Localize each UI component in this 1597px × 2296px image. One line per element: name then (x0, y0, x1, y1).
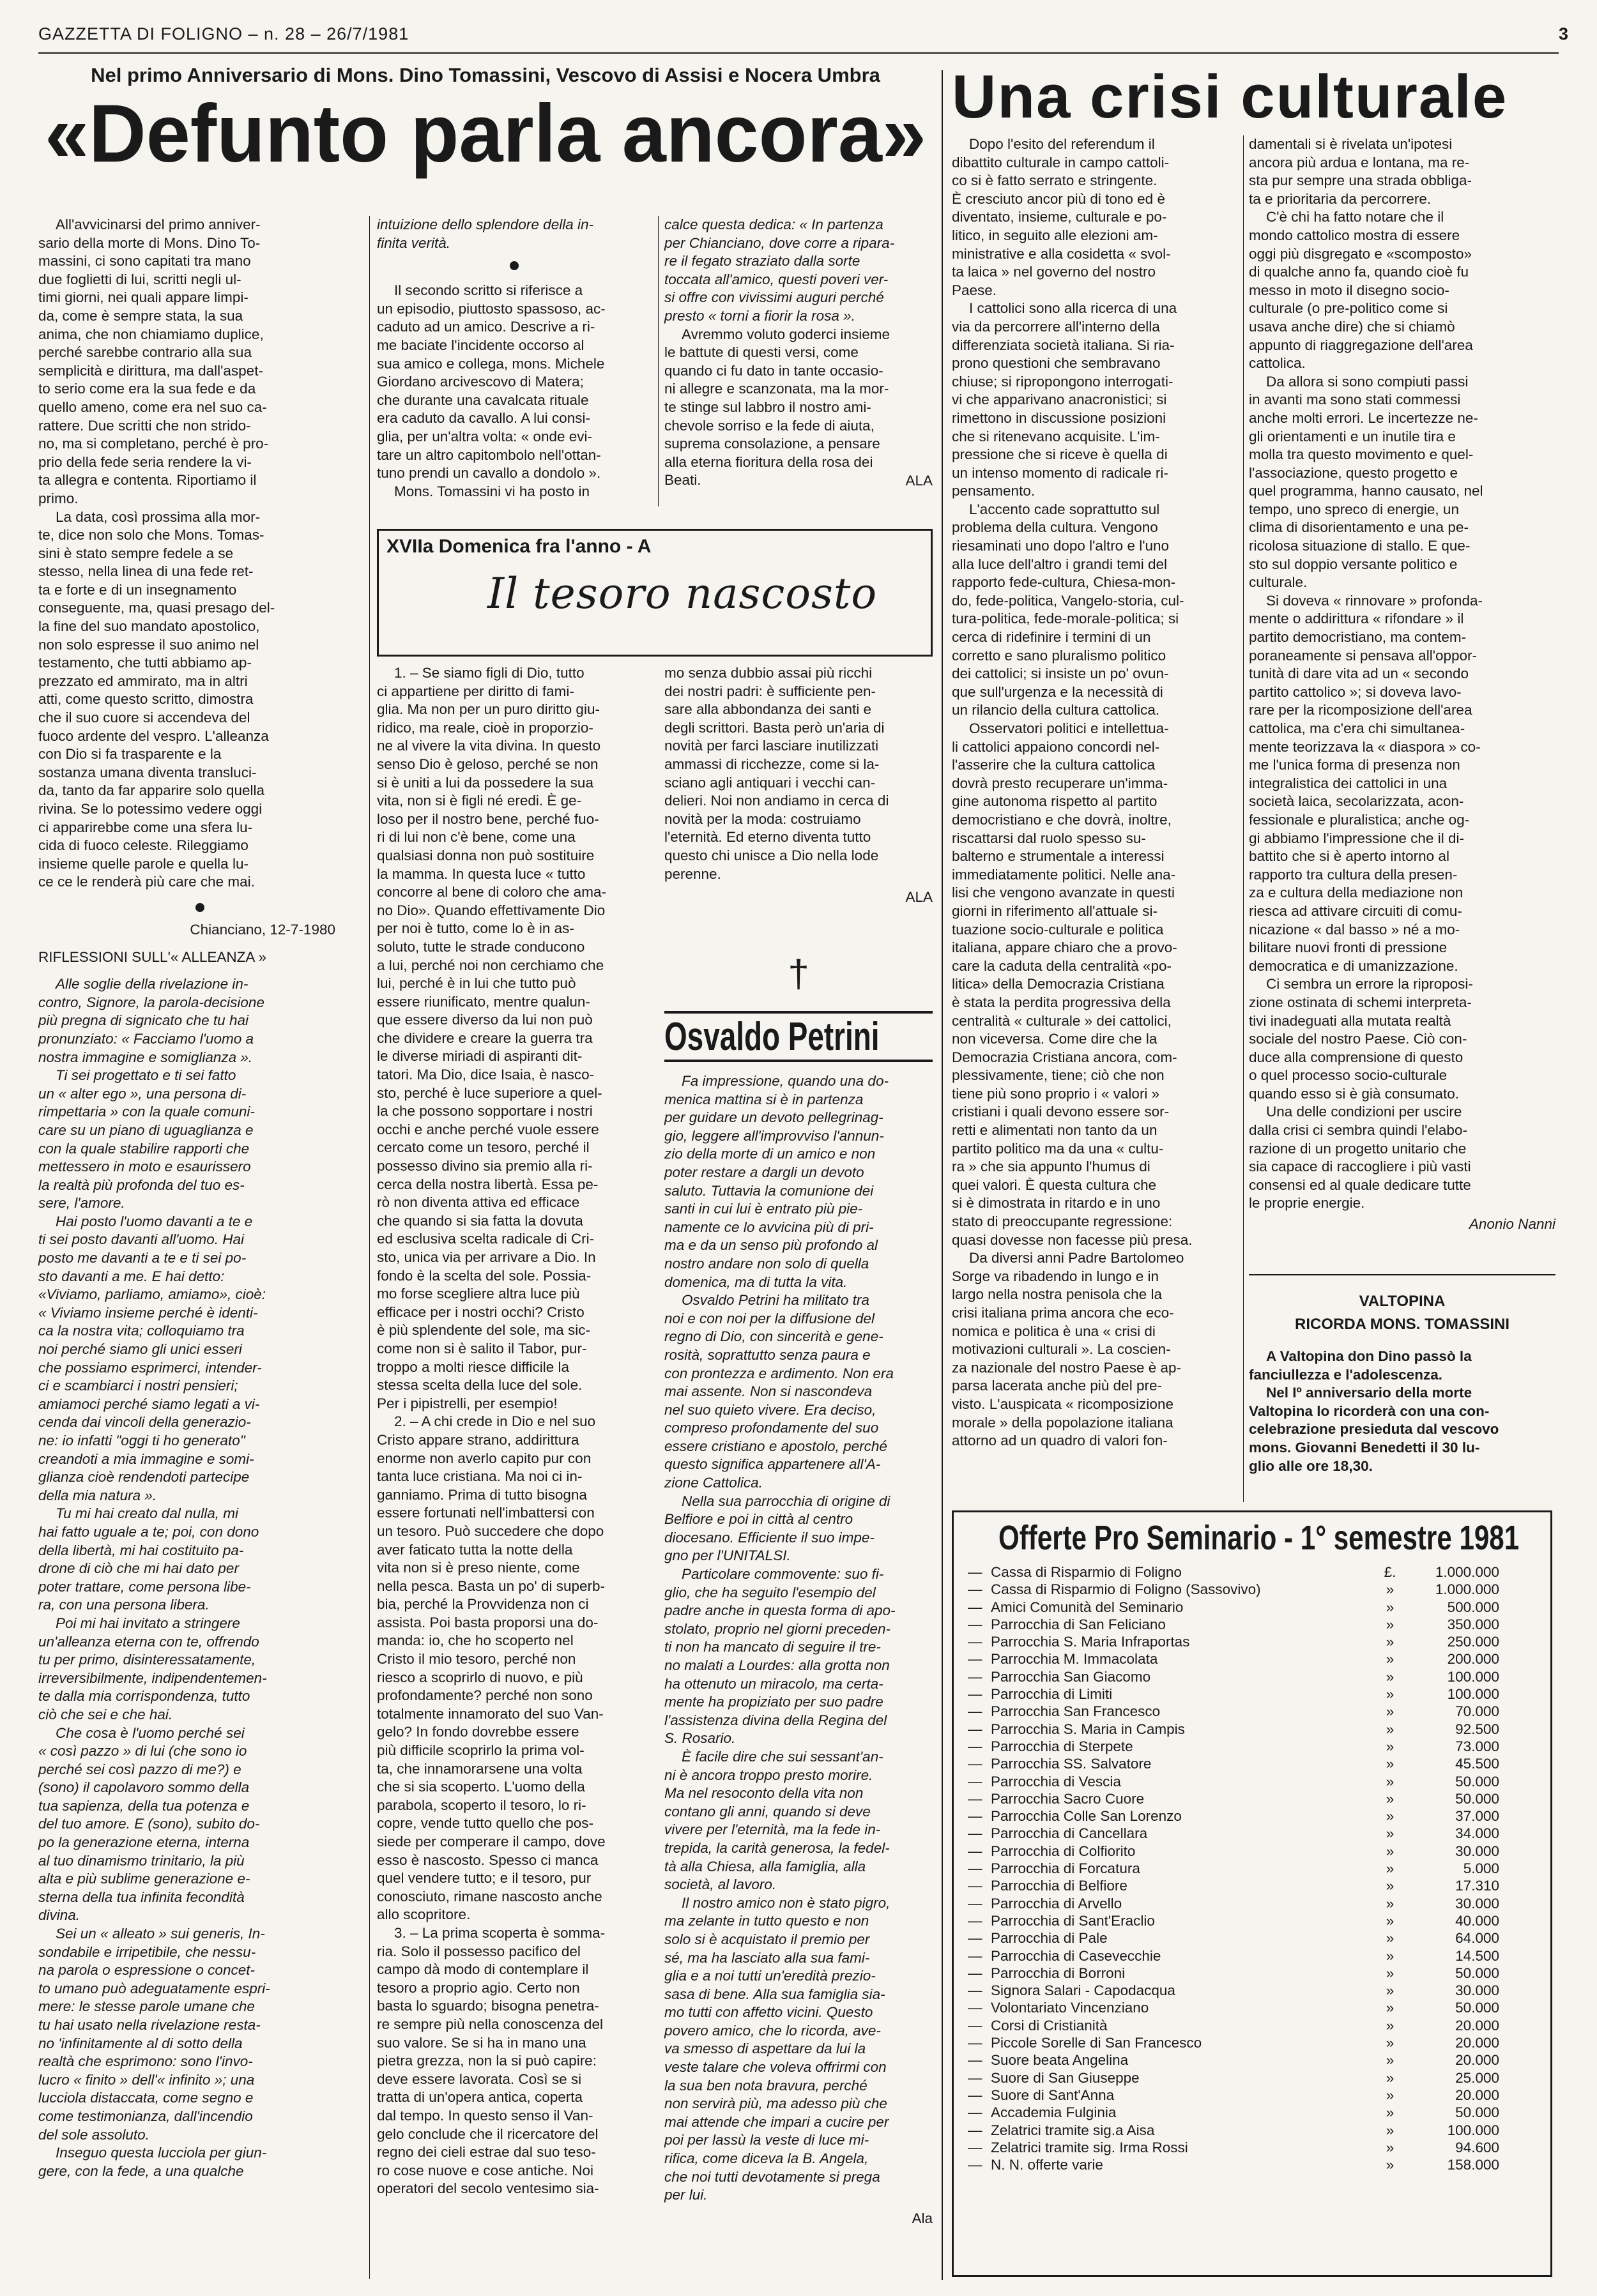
paragraph: Il secondo scritto si riferisce a un episodio, piuttosto spassoso, ac- caduto ad un amico. Descrive a ri- me baciate l'incidente occorso al sua amico e collega, mons. Michele Giordano arcivescovo di Matera; che durante una cavalcata rituale era caduto da cavallo. A lui consi- glia, per un'altra volta: « onde evi- tare un altro capitombolo nell'ottan- tuno prendi un cavallo a dondolo ». (377, 282, 606, 482)
row-currency: » (1386, 2017, 1395, 2034)
row-dash: — (968, 1860, 982, 1877)
row-name: Parrocchia di Arvello (991, 1895, 1122, 1912)
valtopina-title: VALTOPINA RICORDA MONS. TOMASSINI (1294, 1293, 1509, 1333)
row-value: 50.000 (1455, 1773, 1499, 1790)
row-name: Parrocchia San Francesco (991, 1703, 1161, 1720)
row-dash: — (968, 2104, 982, 2121)
row-currency: » (1386, 1825, 1395, 1842)
table-row (968, 1650, 1499, 1668)
paragraph: Nel Iº anniversario della morte Valtopina lo ricorderà con una con- celebrazione presieduta dal vescovo mons. Giovanni Benedetti il 30 lu- glio alle ore 18,30. (1249, 1385, 1499, 1474)
row-value: 100.000 (1447, 1686, 1499, 1703)
petrini-rule (664, 1060, 933, 1062)
table-row (968, 2069, 1499, 2087)
row-value: 37.000 (1455, 1808, 1499, 1825)
row-name: Parrocchia di Casevecchie (991, 1947, 1161, 1964)
table-row (968, 1599, 1499, 1616)
table-row (968, 1999, 1499, 2016)
table-row (968, 2104, 1499, 2121)
row-value: 1.000.000 (1435, 1564, 1499, 1580)
row-value: 1.000.000 (1435, 1581, 1499, 1598)
row-currency: » (1386, 1982, 1395, 1999)
row-dash: — (968, 2122, 982, 2138)
table-row (968, 2087, 1499, 2104)
row-value: 100.000 (1447, 1668, 1499, 1685)
row-name: Parrocchia di Vescia (991, 1773, 1121, 1790)
row-name: Amici Comunità del Seminario (991, 1599, 1184, 1615)
row-value: 25.000 (1455, 2069, 1499, 2086)
row-name: Parrocchia SS. Salvatore (991, 1756, 1152, 1772)
row-currency: » (1386, 2139, 1395, 2155)
paragraph: intuizione dello splendore della in- finita verità. (377, 217, 593, 251)
row-dash: — (968, 2017, 982, 2034)
row-name: Parrocchia S. Maria in Campis (991, 1721, 1185, 1737)
crisi-author: Anonio Nanni (1469, 1216, 1555, 1233)
row-dash: — (968, 2139, 982, 2155)
paragraph: È facile dire che sui sessant'an- ni è ancora troppo presto morire. Ma nel resoconto della vita non contano gli anni, quando si deve vivere per l'eternità, ma la fede in- trepida, la carità generosa, la fedel- tà alla Chiesa, alla famiglia, alla società, al lavoro. (664, 1748, 890, 1893)
row-value: 20.000 (1455, 2087, 1499, 2103)
paragraph: Fa impressione, quando una do- menica mattina si è in partenza per guidare un devoto pellegrinag- gio, leggere all'improvviso l'annun- zio della morte di un amico e non poter restare a dargli un devoto saluto. Tuttavia la comunione dei santi in cui lui è entrato più pie- namente ce lo avvicina più di pri- ma e da un senso più profondo al nostro andare non solo di quella domenica, ma di tutta la vita. (664, 1073, 889, 1290)
table-row (968, 1755, 1499, 1772)
valtopina-box (1249, 1290, 1555, 1475)
row-dash: — (968, 1947, 982, 1964)
row-currency: » (1386, 1790, 1395, 1807)
row-dash: — (968, 1756, 982, 1772)
table-row (968, 1965, 1499, 1982)
row-name: Suore beata Angelina (991, 2052, 1129, 2069)
riflessioni-title: RIFLESSIONI SULL'« ALLEANZA » (38, 948, 266, 965)
row-name: Suore di San Giuseppe (991, 2069, 1140, 2086)
row-currency: » (1386, 2000, 1395, 2016)
table-row (968, 1738, 1499, 1755)
row-dash: — (968, 2087, 982, 2103)
paragraph: Poi mi hai invitato a stringere un'alleanza eterna con te, offrendo tu per primo, disinteressatamente, irreversibilmente, indipendentemen- te dalla mia corrispondenza, tutto ciò che sei e che hai. (38, 1615, 267, 1722)
paragraph: Nella sua parrocchia di origine di Belfiore e poi in città al centro diocesano. Efficiente il suo impe- gno per l'UNITALSI. (664, 1493, 890, 1564)
row-name: Parrocchia S. Maria Infraportas (991, 1634, 1190, 1650)
paragraph: mo senza dubbio assai più ricchi dei nostri padri: è sufficiente pen- sare alla abbondanza dei santi e degli scrittori. Basta però un'aria di novità per farci lasciare inutilizzati ammassi di ricchezze, come si la- sciano agli antiquari i vecchi can- delieri. Noi non andiamo in cerca di novità per la moda: costruiamo l'eternità. Ed eterno diventa tutto questo chi unisce a Dio nella lode perenne. (664, 665, 889, 882)
table-row (968, 1633, 1499, 1650)
table-row (968, 2122, 1499, 2139)
paragraph: Si doveva « rinnovare » profonda- mente o addirittura « rifondare » il partito democristiano, ma contem- poraneamente si pensava all'oppor- tunità di dare vita ad un « secondo partito cattolico »; si doveva lavo- rare per la ricomposizione dell'area cattolica, ma c'era chi simultanea- mente teorizzava la « diaspora » co- me l'unica forma di presenza non integralistica dei cattolici in una società laica, secolarizzata, acon- fessionale e pluralistica; anche og- gi abbiamo l'impressione che il di- battito che si è aperto intorno al rapporto tra cultura della presen- za e cultura della mediazione non riesca ad attivare circuiti di comu- nicazione « dal basso » né a mo- bilitare nuovi fronti di pressione democratica e di umanizzazione. (1249, 592, 1483, 974)
table-row (968, 1773, 1499, 1790)
paragraph: L'accento cade soprattutto sul problema della cultura. Vengono riesaminati uno dopo l'altro e l'uno alla luce dell'altro i grandi temi del rapporto fede-cultura, Chiesa-mon- do, fede-politica, Vangelo-storia, cul- tura-politica, fede-morale-politica; si cerca di ridefinire i termini di un corretto e sano pluralismo politico dei cattolici; si insiste un po' ovun- que sull'urgenza e la necessità di un rilancio della cultura cattolica. (952, 501, 1184, 718)
row-dash: — (968, 1825, 982, 1842)
valtopina-rule (1249, 1274, 1555, 1275)
defunto-col1 (38, 216, 361, 2180)
row-value: 14.500 (1455, 1947, 1499, 1964)
crisi-col2 (1249, 135, 1555, 1234)
tesoro-signature: ALA (905, 889, 933, 906)
defunto-article (38, 64, 933, 185)
table-row (968, 1982, 1499, 1999)
row-value: 73.000 (1455, 1738, 1499, 1754)
table-row (968, 2156, 1499, 2173)
table-row (968, 1877, 1499, 1894)
paragraph: 3. – La prima scoperta è somma- ria. Solo il possesso pacifico del campo dà modo di contemplare il tesoro a proprio agio. Certo non basta lo sguardo; bisogna penetra- re sempre più nella conoscenza del suo valore. Se si ha in mano una pietra grezza, non la si può capire: deve essere lavorata. Così se si tratta di un'opera antica, coperta dal tempo. In questo senso il Van- gelo conclude che il ricercatore del regno dei cieli estrae dal suo teso- ro cose nuove e cose antiche. Noi operatori del secolo ventesimo sia- (377, 1924, 606, 2197)
row-value: 20.000 (1455, 2035, 1499, 2051)
row-value: 30.000 (1455, 1982, 1499, 1999)
paragraph: I cattolici sono alla ricerca di una via da percorrere all'interno della differenziata società italiana. Si ria- prono questioni che sembravano chiuse; si ripropongono interrogati- vi che apparivano anacronistici; si rimettono in discussione posizioni che si ritenevano acquisite. L'im- pressione che si riceve è quella di un intenso momento di radicale ri- pensamento. (952, 300, 1177, 499)
row-dash: — (968, 1912, 982, 1929)
row-dash: — (968, 1616, 982, 1632)
row-value: 30.000 (1455, 1895, 1499, 1912)
row-currency: » (1386, 1773, 1395, 1790)
row-value: 20.000 (1455, 2017, 1499, 2034)
row-dash: — (968, 2157, 982, 2173)
row-dash: — (968, 1581, 982, 1598)
paragraph: Ci sembra un errore la riproposi- zione ostinata di schemi interpreta- tivi inadeguati alla mutata realtà sociale del nostro Paese. Ciò con- duce alla comprensione di questo o quel processo socio-culturale quando esso si è già consumato. (1249, 976, 1473, 1102)
row-dash: — (968, 1599, 982, 1615)
row-value: 500.000 (1447, 1599, 1499, 1615)
paragraph: Avremmo voluto goderci insieme le battute di questi versi, come quando ci fu dato in tante occasio- ni allegre e scanzonata, ma la mor- te stinge sul labbro il nostro ami- chevole sorriso e la fede di aiuta, suprema consolazione, a pensare alla eterna fioritura della rosa dei Beati. (664, 326, 890, 489)
table-row (968, 2139, 1499, 2156)
paragraph: Da allora si sono compiuti passi in avanti ma sono stati commessi anche molti errori. Le incertezze ne- gli orientamenti e un inutile tira e molla tra questo movimento e quel- l'associazione, questo progetto e quel programma, hanno causato, nel tempo, uno spreco di energie, un clima di disorientamento e una pe- ricolosa situazione di stallo. E que- sto sul doppio versante politico e culturale. (1249, 373, 1483, 591)
crisi-col1 (952, 135, 1236, 1450)
row-currency: » (1386, 1860, 1395, 1877)
row-value: 50.000 (1455, 1790, 1499, 1807)
row-value: 50.000 (1455, 2104, 1499, 2121)
paragraph: 2. – A chi crede in Dio e nel suo Cristo appare strano, addirittura enorme non averlo capito pur con tanta luce cristiana. Ma noi ci in- ganniamo. Prima di tutto bisogna essere fortunati nell'imbattersi con un tesoro. Può succedere che dopo aver faticato tutta la notte della vita non si è preso niente, come nella pesca. Basta un po' di superb- bia, perché la Provvidenza non ci assista. Poi basta proporsi una do- manda: io, che ho scoperto nel Cristo il mio tesoro, perché non riesco a scoprirlo di nuovo, e più profondamente? perché non sono totalmente innamorato del suo Van- gelo? In fondo dovrebbe essere più difficile scoprirlo la prima vol- ta, che innamorarsene una volta che si sia scoperto. L'uomo della parabola, scoperto il tesoro, lo ri- copre, vende tutto quello che pos- siede per comperare il campo, dove esso è nascosto. Spesso ci manca quel vendere tutto; e il tesoro, pur conosciuto, rimane nascosto anche allo scopritore. (377, 1413, 606, 1923)
row-name: Parrocchia di Limiti (991, 1686, 1113, 1703)
row-value: 45.500 (1455, 1756, 1499, 1772)
page-number: 3 (1559, 24, 1570, 43)
paragraph: Da diversi anni Padre Bartolomeo Sorge va ribadendo in lungo e in largo nella nostra penisola che la crisi italiana prima ancora che eco- nomica e politica è una « crisi di motivazioni culturali ». La coscien- za nazionale del nostro Paese è ap- parsa lacerata anche più del pre- visto. L'auspicata « ricomposizione morale » della popolazione italiana attorno ad un quadro di valori fon- (952, 1250, 1184, 1449)
table-row (968, 1860, 1499, 1877)
row-dash: — (968, 2052, 982, 2069)
row-name: Parrocchia di Borroni (991, 1965, 1126, 1981)
table-row (968, 2034, 1499, 2051)
row-dash: — (968, 1668, 982, 1685)
column-divider (942, 70, 943, 2280)
table-row (968, 1790, 1499, 1807)
row-currency: » (1386, 2069, 1395, 2086)
row-currency: » (1386, 1878, 1395, 1894)
row-value: 92.500 (1455, 1721, 1499, 1737)
row-value: 250.000 (1447, 1634, 1499, 1650)
offerte-title: Offerte Pro Seminario - 1° semestre 1981 (998, 1519, 1520, 1557)
table-row (968, 2017, 1499, 2034)
row-value: 158.000 (1447, 2157, 1499, 2173)
defunto-col2 (377, 216, 652, 501)
row-dash: — (968, 1843, 982, 1859)
row-currency: » (1386, 1686, 1395, 1703)
row-currency: » (1386, 2035, 1395, 2051)
paragraph: Osservatori politici e intellettua- li cattolici appaiono concordi nel- l'asserire che la cultura cattolica dovrà presto recuperare un'imma- gine autonoma rispetto al partito democristiano e che dovrà, inoltre, riscattarsi dal ruolo spesso su- balterno e strumentale a interessi immediatamente politici. Nelle ana- lisi che vengono avanzate in questi giorni in riferimento all'attuale si- tuazione socio-culturale e politica italiana, appare chiaro che a provo- care la caduta della centralità «po- litica» della Democrazia Cristiana è stata la perdita progressiva della centralità « culturale » dei cattolici, non viceversa. Come dire che la Democrazia Cristiana ancora, com- plessivamente, tiene; ciò che non tiene più sono proprio i « valori » cristiani i quali devono essere sor- retti e alimentati non tanto da un partito politico ma da una « cultu- ra » che sia appunto l'humus di quei valori. È questa cultura che si è dimostrata in ritardo e in uno stato di preoccupante regressione: quasi dovesse non facesse più presa. (952, 720, 1193, 1248)
row-value: 17.310 (1455, 1878, 1499, 1894)
defunto-signature: ALA (905, 472, 933, 489)
row-currency: » (1386, 2157, 1395, 2173)
table-row (968, 1703, 1499, 1720)
table-row (968, 1581, 1499, 1598)
table-row (968, 2051, 1499, 2069)
row-dash: — (968, 2069, 982, 2086)
column-rule (1243, 135, 1244, 1502)
cross-icon: † (788, 952, 809, 995)
row-dash: — (968, 1651, 982, 1668)
row-value: 100.000 (1447, 2122, 1499, 2138)
row-currency: » (1386, 1703, 1395, 1720)
table-row (968, 1912, 1499, 1929)
row-dash: — (968, 2035, 982, 2051)
row-name: Parrocchia San Giacomo (991, 1668, 1151, 1685)
row-name: Parrocchia di Colfiorito (991, 1843, 1136, 1859)
row-value: 70.000 (1455, 1703, 1499, 1720)
riflessioni-body (38, 975, 361, 2180)
row-currency: » (1386, 1843, 1395, 1859)
paragraph: La data, così prossima alla mor- te, dice non solo che Mons. Tomas- sini è stato sempre fedele a se stesso, nella linea di una fede ret- ta e forte e di un insegnamento conseguente, ma, quasi presago del- la fine del suo mandato apostolico, non solo espresse il suo animo nel testamento, che tutti abbiamo ap- prezzato ed ammirato, ma in altri atti, come questo scritto, dimostra che il suo cuore si accendeva del fuoco ardente del vespro. L'alleanza con Dio si fa trasparente e la sostanza umana diventa transluci- da, tanto da far apparire solo quella rivina. Se lo potessimo vedere oggi ci apparirebbe come una sfera lu- cida di fuoco celeste. Rileggiamo insieme quelle parole e quella lu- ce ce le renderà più care che mai. (38, 508, 275, 890)
table-row (968, 1825, 1499, 1842)
row-value: 94.600 (1455, 2139, 1499, 2155)
tesoro-kicker: XVIIa Domenica fra l'anno - A (386, 536, 652, 557)
petrini-article (664, 952, 933, 2228)
offerte-table (968, 1563, 1499, 2173)
row-name: Piccole Sorelle di San Francesco (991, 2035, 1202, 2051)
row-dash: — (968, 1686, 982, 1703)
row-dash: — (968, 1982, 982, 1999)
defunto-date: Chianciano, 12-7-1980 (190, 921, 335, 938)
row-dash: — (968, 1808, 982, 1825)
paragraph: calce questa dedica: « In partenza per Chianciano, dove corre a ripara- re il fegato straziato dalla sorte toccata all'amico, questi poveri ver- si offre con vivissimi auguri perché presto « torni a fiorir la rosa ». (664, 217, 895, 324)
paragraph: Particolare commovente: suo fi- glio, che ha seguito l'esempio del padre anche in questa forma di apo- stolato, proprio nel giorni preceden- ti non ha mancato di seguire il tre- no malati a Lourdes: alla grotta non ha ottenuto un miracolo, ma certa- mente ha propiziato per suo padre l'assistenza divina della Regina del S. Rosario. (664, 1566, 896, 1747)
row-value: 34.000 (1455, 1825, 1499, 1842)
table-row (968, 1843, 1499, 1860)
crisi-title: Una crisi culturale (952, 64, 1508, 131)
crisi-title-wrap (952, 64, 1552, 134)
row-name: Parrocchia di Belfiore (991, 1878, 1127, 1894)
tesoro-col1 (377, 664, 652, 2198)
row-currency: » (1386, 2087, 1395, 2103)
row-dash: — (968, 1721, 982, 1737)
row-currency: » (1386, 1912, 1395, 1929)
paragraph: Tu mi hai creato dal nulla, mi hai fatto uguale a te; poi, con dono della libertà, mi hai costituito pa- drone di ciò che mi hai dato per poter trattare, come persona libe- ra, con una persona libera. (38, 1505, 259, 1613)
row-name: Suore di Sant'Anna (991, 2087, 1115, 2103)
row-currency: » (1386, 1599, 1395, 1615)
row-name: Parrocchia di Forcatura (991, 1860, 1140, 1877)
tesoro-title: Il tesoro nascosto (487, 569, 878, 618)
row-currency: » (1386, 1634, 1395, 1650)
row-value: 20.000 (1455, 2052, 1499, 2069)
row-value: 50.000 (1455, 2000, 1499, 2016)
defunto-title: «Defunto parla ancora» (45, 88, 926, 179)
row-name: Corsi di Cristianità (991, 2017, 1108, 2034)
row-currency: » (1386, 2052, 1395, 2069)
row-value: 350.000 (1447, 1616, 1499, 1632)
row-name: Volontariato Vincenziano (991, 2000, 1149, 2016)
paragraph: Dopo l'esito del referendum il dibattito culturale in campo cattoli- co si è fatto serrato e stringente. È cresciuto ancor più di tono ed è diventato, insieme, culturale e po- litico, in seguito alle elezioni am- ministrative e alla cosidetta « svol- ta laica » nel governo del nostro Paese. (952, 136, 1171, 298)
petrini-signature: Ala (912, 2210, 933, 2226)
row-name: Parrocchia di Sant'Eraclio (991, 1912, 1155, 1929)
column-rule (369, 216, 370, 2279)
row-name: Zelatrici tramite sig.a Aisa (991, 2122, 1155, 2138)
paragraph: Hai posto l'uomo davanti a te e ti sei posto davanti all'uomo. Hai posto me davanti a te e ti sei po- sto davanti a me. E hai detto: «Viviamo, parliamo, amiamo», cioè: « Viviamo insieme perché è identi- ca la nostra vita; colloquiamo tra noi perché siamo gli unici esseri che possiamo esprimerci, intender- ci e scambiarci i nostri pensieri; amiamoci perché siamo legati a vi- cenda dai vincoli della generazio- ne: io infatti "oggi ti ho generato" creandoti a mia immagine e somi- glianza cioè rendendoti partecipe della mia natura ». (38, 1213, 266, 1503)
row-dash: — (968, 1773, 982, 1790)
petrini-rule (664, 1011, 933, 1014)
row-name: Parrocchia di Cancellara (991, 1825, 1148, 1842)
paragraph: damentali si è rivelata un'ipotesi ancora più ardua e lontana, ma re- sta pur sempre una strada obbliga- ta e prioritaria da percorrere. (1249, 136, 1472, 207)
row-currency: » (1386, 2104, 1395, 2121)
bullet-separator (510, 261, 519, 270)
defunto-kicker: Nel primo Anniversario di Mons. Dino Tomassini, Vescovo di Assisi e Nocera Umbra (91, 64, 880, 86)
row-currency: » (1386, 1947, 1395, 1964)
row-name: Parrocchia M. Immacolata (991, 1651, 1158, 1668)
table-row (968, 1721, 1499, 1738)
row-dash: — (968, 1634, 982, 1650)
row-dash: — (968, 1895, 982, 1912)
row-dash: — (968, 1790, 982, 1807)
paragraph: Osvaldo Petrini ha militato tra noi e con noi per la diffusione del regno di Dio, con sincerità e gene- rosità, soprattutto senza paura e con prontezza e ardimento. Non era mai assente. Non si nascondeva nel suo quieto vivere. Era deciso, compreso profondamente del suo essere cristiano e apostolo, perché questo significa appartenere all'A- zione Cattolica. (664, 1292, 894, 1491)
row-name: Parrocchia Sacro Cuore (991, 1790, 1145, 1807)
paragraph: Alle soglie della rivelazione in- contro, Signore, la parola-decisione più pregna di signicato che tu hai pronunziato: « Facciamo l'uomo a nostra immagine e somiglianza ». (38, 976, 264, 1065)
table-row (968, 1616, 1499, 1633)
row-currency: » (1386, 1808, 1395, 1825)
row-currency: » (1386, 1721, 1395, 1737)
row-value: 64.000 (1455, 1930, 1499, 1947)
row-dash: — (968, 1738, 982, 1754)
row-dash: — (968, 1703, 982, 1720)
paragraph: Il nostro amico non è stato pigro, ma zelante in tutto questo e non solo si è acquistato il premio per sé, ma ha lasciato alla sua fami- glia e a noi tutti un'eredità prezio- sasa di bene. Alla sua famiglia sia- mo tutti con affetto vicini. Questo povero amico, che lo ricorda, ave- va smesso di aspettare da lui la veste talare che voleva offrirmi con la sua ben nota bravura, perché non servirà più, ma adesso più che mai attende che impari a cucire per poi per lassù la veste di luce mi- rifica, come diceva la B. Angela, che noi tutti devotamente si prega per lui. (664, 1894, 890, 2203)
row-name: N. N. offerte varie (991, 2157, 1103, 2173)
row-name: Parrocchia di Pale (991, 1930, 1108, 1947)
table-row (968, 1929, 1499, 1947)
defunto-col3 (664, 216, 933, 490)
table-row (968, 1947, 1499, 1965)
row-currency: » (1386, 1616, 1395, 1632)
row-currency: » (1386, 2122, 1395, 2138)
valtopina-body (1249, 1348, 1555, 1475)
row-currency: » (1386, 1895, 1395, 1912)
row-value: 50.000 (1455, 1965, 1499, 1981)
row-value: 30.000 (1455, 1843, 1499, 1859)
paragraph: C'è chi ha fatto notare che il mondo cattolico mostra di essere oggi più disgregato e «scomposto» di qualche anno fa, quando cioè fu messo in moto il disegno socio- culturale (o pre-politico come si usava anche dire) che si chiamò appunto di riaggregazione dell'area cattolica. (1249, 209, 1473, 372)
column-rule (658, 216, 659, 506)
row-dash: — (968, 1564, 982, 1580)
row-value: 200.000 (1447, 1651, 1499, 1668)
row-name: Signora Salari - Capodacqua (991, 1982, 1175, 1999)
row-name: Cassa di Risparmio di Foligno (991, 1564, 1182, 1580)
row-name: Accademia Fulginia (991, 2104, 1117, 2121)
paragraph: A Valtopina don Dino passò la fanciullezza e l'adolescenza. (1249, 1348, 1472, 1383)
paragraph: Mons. Tomassini vi ha posto in (394, 483, 590, 499)
petrini-body (664, 1072, 933, 2205)
offerte-box (952, 1510, 1552, 2277)
table-row (968, 1563, 1499, 1581)
row-name: Cassa di Risparmio di Foligno (Sassovivo) (991, 1581, 1261, 1598)
row-name: Parrocchia di Sterpete (991, 1738, 1133, 1754)
row-name: Parrocchia di San Feliciano (991, 1616, 1166, 1632)
row-dash: — (968, 1965, 982, 1981)
petrini-title: Osvaldo Petrini (664, 1016, 880, 1059)
row-currency: » (1386, 1581, 1395, 1598)
paragraph: 1. – Se siamo figli di Dio, tutto ci appartiene per diritto di fami- glia. Ma non per un puro diritto giu- ridico, ma reale, cioè in proporzio- ne al vivere la vita divina. In questo senso Dio è geloso, perché se non si è uniti a lui da possedere la sua vita, non si è figli né eredi. È ge- loso per il nostro bene, perché fuo- ri di lui non c'è bene, come una qualsiasi donna non può sostituire la mamma. In questa luce « tutto concorre al bene di coloro che ama- no Dio». Quando effettivamente Dio per noi è tutto, come lo è in as- soluto, tutte le strade conducono a lui, perché noi non cerchiamo che lui, perché è in lui che tutto può essere riunificato, mentre qualun- que essere diverso da lui non può che dividere e creare la guerra tra le diverse miriadi di aspiranti dit- tatori. Ma Dio, dice Isaia, è nasco- sto, perché è luce superiore a quel- la che possono sopportare i nostri occhi e anche perché vuole essere cercato come un tesoro, perché il possesso divino sia premio alla ri- cerca della nostra libertà. Essa pe- rò non diventa attiva ed efficace che quando si sia fatta la dovuta ed esclusiva scelta radicale di Cri- sto, unica via per arrivare a Dio. In fondo è la scelta del sole. Possia- mo forse scegliere altra luce più efficace per i nostri occhi? Cristo è più splendente del sole, ma sic- come non si è salito il Tabor, pur- troppo a molti riesce difficile la stessa scelta della luce del sole. Per i pipistrelli, per esempio! (377, 665, 606, 1411)
table-row (968, 1807, 1499, 1825)
row-currency: » (1386, 1668, 1395, 1685)
table-row (968, 1685, 1499, 1703)
table-row (968, 1668, 1499, 1685)
row-name: Parrocchia Colle San Lorenzo (991, 1808, 1182, 1825)
header-rule (38, 52, 1559, 54)
tesoro-col2 (664, 664, 933, 907)
paragraph: All'avvicinarsi del primo anniver- sario della morte di Mons. Dino To- massini, ci sono capitati tra mano due foglietti di lui, scritti negli ul- timi giorni, nei quali appare limpi- da, come è sempre stata, la sua anima, che non chiamiamo duplice, perché sarebbe contrario alla sua semplicità e dirittura, ma dall'aspet- to serio come era la sua fede e da quello ameno, come era nel suo ca- rattere. Due scritti che non strido- no, ma si completano, perché è pro- prio della fede seria rendere la vi- ta allegra e contenta. Riportiamo il primo. (38, 217, 269, 506)
paragraph: Ti sei progettato e ti sei fatto un « alter ego », una persona di- rimpettaria » con la quale comuni- care su un piano di uguaglianza e con la quale stabilire rapporti che mettessero in moto e esaurissero la realtà più profonda del tuo es- sere, l'amore. (38, 1067, 255, 1212)
row-currency: £. (1384, 1564, 1396, 1580)
running-head: GAZZETTA DI FOLIGNO – n. 28 – 26/7/1981 (38, 24, 409, 43)
row-currency: » (1386, 1651, 1395, 1668)
row-dash: — (968, 1930, 982, 1947)
paragraph: Inseguo questa lucciola per giun- gere, con la fede, a una qualche (38, 2145, 267, 2179)
row-currency: » (1386, 1965, 1395, 1981)
row-dash: — (968, 2000, 982, 2016)
bullet-separator (195, 903, 204, 912)
row-currency: » (1386, 1930, 1395, 1947)
paragraph: Sei un « alleato » sui generis, In- sondabile e irripetibile, che nessu- na parola o espressione o concet- to umano può adeguatamente espri- mere: le stesse parole umane che tu hai usato nella rivelazione resta- no 'infinitamente al di sotto della realtà che esprimono: sono l'invo- lucro « finito » dell'« infinito »; una lucciola distaccata, come segno e come testimonianza, dall'incendio del sole assoluto. (38, 1926, 270, 2143)
row-name: Zelatrici tramite sig. Irma Rossi (991, 2139, 1188, 2155)
paragraph: Che cosa è l'uomo perché sei « così pazzo » di lui (che sono io perché sei così pazzo di me?) e (sono) il capolavoro sommo della tua sapienza, della tua potenza e del tuo amore. E (sono), subito do- po la generazione eterna, interna al tuo dinamismo trinitario, la più alta e più sublime generazione e- sterna della tua infinita fecondità divina. (38, 1724, 260, 1924)
tesoro-header-box (377, 529, 933, 657)
row-currency: » (1386, 1756, 1395, 1772)
paragraph: Una delle condizioni per uscire dalla crisi ci sembra quindi l'elabo- razione di un progetto unitario che sia capace di raccogliere i più vasti consensi ed al quale dedicare tutte le proprie energie. (1249, 1104, 1471, 1212)
row-dash: — (968, 1878, 982, 1894)
row-currency: » (1386, 1738, 1395, 1754)
row-value: 40.000 (1455, 1912, 1499, 1929)
row-value: 5.000 (1463, 1860, 1499, 1877)
table-row (968, 1895, 1499, 1912)
